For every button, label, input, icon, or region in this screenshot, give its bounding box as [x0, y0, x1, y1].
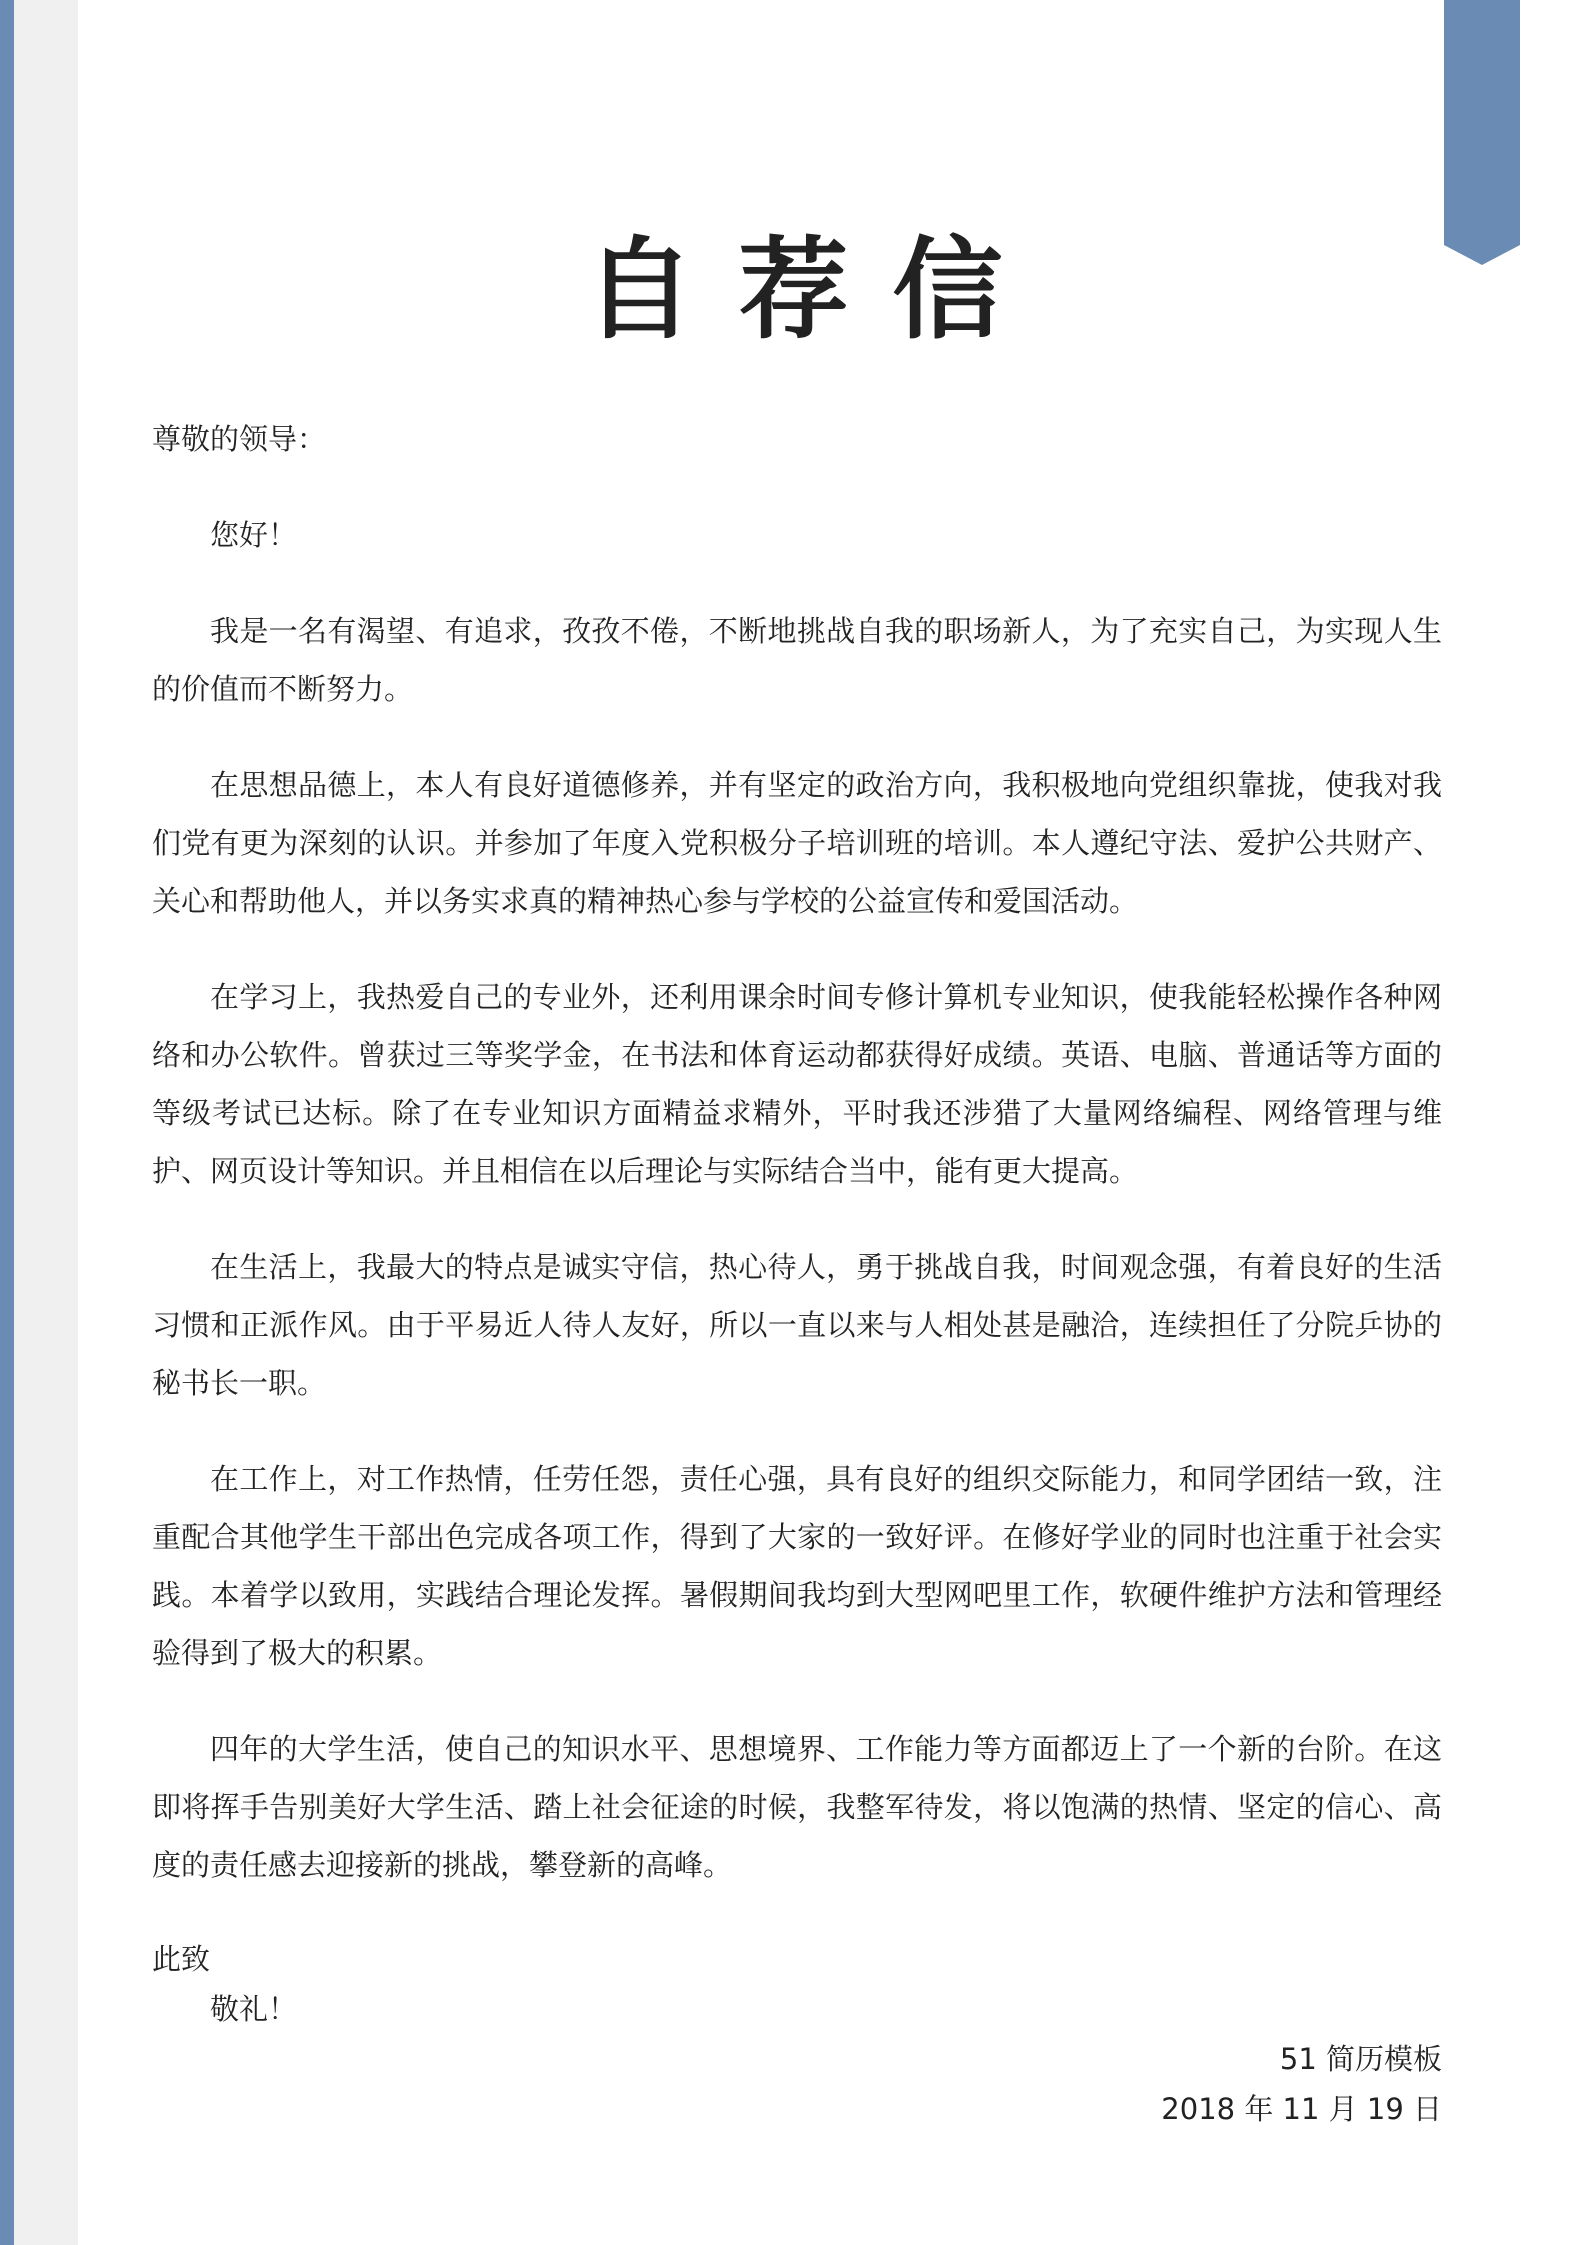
closing-salute: 敬礼！: [210, 1992, 298, 2026]
salutation: 尊敬的领导：: [152, 422, 327, 456]
paragraph-life: 在生活上，我最大的特点是诚实守信，热心待人，勇于挑战自我，时间观念强，有着良好的生活习惯和正派作风。由于平易近人待人友好，所以一直以来与人相处甚是融洽，连续担任了分院乒协的秘书长一职。: [152, 1250, 1442, 1400]
letter-title: 自荐信: [584, 226, 1047, 354]
paragraph-morality: 在思想品德上，本人有良好道德修养，并有坚定的政治方向，我积极地向党组织靠拢，使我对我们党有更为深刻的认识。并参加了年度入党积极分子培训班的培训。本人遵纪守法、爱护公共财产、关心和帮助他人，并以务实求真的精神热心参与学校的公益宣传和爱国活动。: [152, 768, 1442, 918]
paragraph-study: 在学习上，我热爱自己的专业外，还利用课余时间专修计算机专业知识，使我能轻松操作各种网络和办公软件。曾获过三等奖学金，在书法和体育运动都获得好成绩。英语、电脑、普通话等方面的等级考试已达标。除了在专业知识方面精益求精外，平时我还涉猎了大量网络编程、网络管理与维护、网页设计等知识。并且相信在以后理论与实际结合当中，能有更大提高。: [152, 980, 1442, 1188]
letter-body: [152, 410, 1442, 2134]
paragraph-work: 在工作上，对工作热情，任劳任怨，责任心强，具有良好的组织交际能力，和同学团结一致，注重配合其他学生干部出色完成各项工作，得到了大家的一致好评。在修好学业的同时也注重于社会实践。本着学以致用，实践结合理论发挥。暑假期间我均到大型网吧里工作，软硬件维护方法和管理经验得到了极大的积累。: [152, 1462, 1442, 1670]
signature-name: 51 简历模板: [1279, 2042, 1442, 2076]
paragraph-intro: 我是一名有渴望、有追求，孜孜不倦，不断地挑战自我的职场新人，为了充实自己，为实现人生的价值而不断努力。: [152, 614, 1442, 706]
signature-date: 2018 年 11 月 19 日: [1161, 2092, 1442, 2126]
greeting: 您好！: [210, 518, 298, 552]
paragraph-conclusion: 四年的大学生活，使自己的知识水平、思想境界、工作能力等方面都迈上了一个新的台阶。在这即将挥手告别美好大学生活、踏上社会征途的时候，我整军待发，将以饱满的热情、坚定的信心、高度的责任感去迎接新的挑战，攀登新的高峰。: [152, 1732, 1442, 1882]
closing-line: 此致: [152, 1942, 211, 1976]
